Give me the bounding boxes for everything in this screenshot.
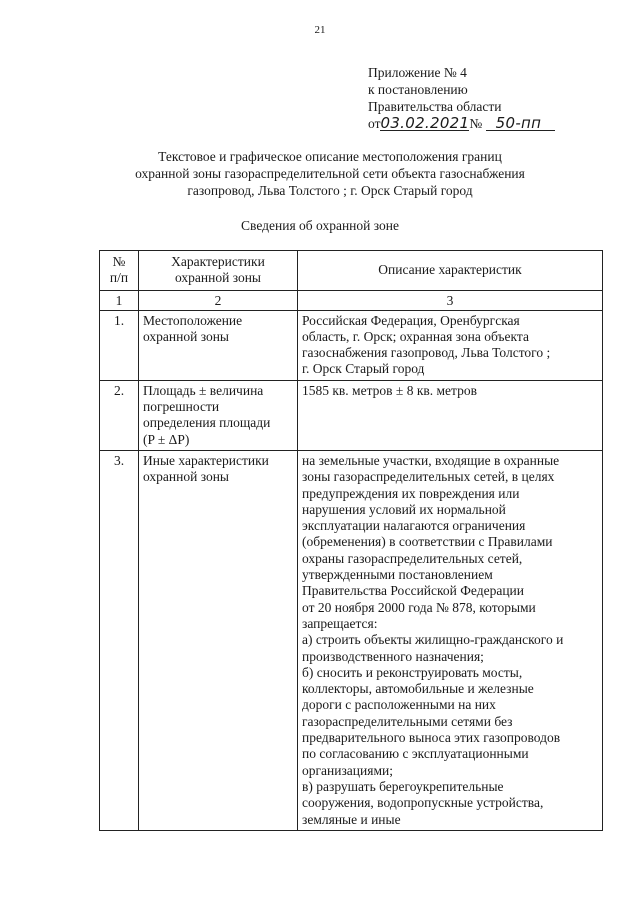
handwritten-number: 50-пп bbox=[486, 116, 556, 131]
column-number: 1 bbox=[100, 290, 139, 310]
row-number: 3. bbox=[100, 450, 139, 830]
protection-zone-table bbox=[99, 250, 603, 831]
column-numbers-row bbox=[100, 290, 603, 310]
appendix-line-government: Правительства области bbox=[368, 99, 502, 114]
page-number: 21 bbox=[314, 24, 326, 36]
header-description: Описание характеристик bbox=[298, 251, 603, 291]
title-line: Текстовое и графическое описание местоположения границ bbox=[158, 149, 502, 164]
title-line: охранной зоны газораспределительной сети объекта газоснабжения bbox=[135, 166, 525, 181]
number-sign: № bbox=[469, 116, 483, 131]
from-prefix: от bbox=[368, 116, 381, 131]
appendix-date-line bbox=[368, 115, 555, 132]
table-row bbox=[100, 310, 603, 380]
column-number: 3 bbox=[298, 290, 603, 310]
header-number: № п/п bbox=[100, 251, 139, 291]
handwritten-date: 03.02.2021 bbox=[380, 114, 470, 132]
header-characteristics: Характеристики охранной зоны bbox=[139, 251, 298, 291]
column-number: 2 bbox=[139, 290, 298, 310]
row-characteristic: Площадь ± величина погрешности определения площади (P ± ΔP) bbox=[139, 380, 298, 450]
table-row bbox=[100, 450, 603, 830]
table-header-row bbox=[100, 251, 603, 291]
title-line: газопровод, Льва Толстого ; г. Орск Старый город bbox=[187, 183, 473, 198]
row-characteristic: Местоположение охранной зоны bbox=[139, 310, 298, 380]
appendix-title: Приложение № 4 bbox=[368, 65, 467, 80]
row-characteristic: Иные характеристики охранной зоны bbox=[139, 450, 298, 830]
document-title bbox=[60, 148, 600, 199]
row-number: 1. bbox=[100, 310, 139, 380]
row-description: на земельные участки, входящие в охранные зоны газораспределительных сетей, в целях предупреждения их повреждения или нарушения условий их нормальной эксплуатации налагаются ограничения (обременения) в соответствии с Правилами охраны газораспределительных сетей, утвержденными постановлением Правительства Российской Федерации от 20 ноября 2000 года № 878, которыми запрещается: а) строить объекты жилищно-гражданского и производственного назначения; б) сносить и реконструировать мосты, коллекторы, автомобильные и железные дороги с расположенными на них газораспределительными сетями без предварительного выноса этих газопроводов по согласованию с эксплуатационными организациями; в) разрушать берегоукрепительные сооружения, водопропускные устройства, земляные и иные bbox=[298, 450, 603, 830]
appendix-block bbox=[368, 64, 555, 132]
section-subtitle: Сведения об охранной зоне bbox=[241, 218, 399, 233]
table-row bbox=[100, 380, 603, 450]
row-description: Российская Федерация, Оренбургская область, г. Орск; охранная зона объекта газоснабжения газопровод, Льва Толстого ; г. Орск Старый город bbox=[298, 310, 603, 380]
appendix-line-resolution: к постановлению bbox=[368, 82, 468, 97]
row-description: 1585 кв. метров ± 8 кв. метров bbox=[298, 380, 603, 450]
row-number: 2. bbox=[100, 380, 139, 450]
